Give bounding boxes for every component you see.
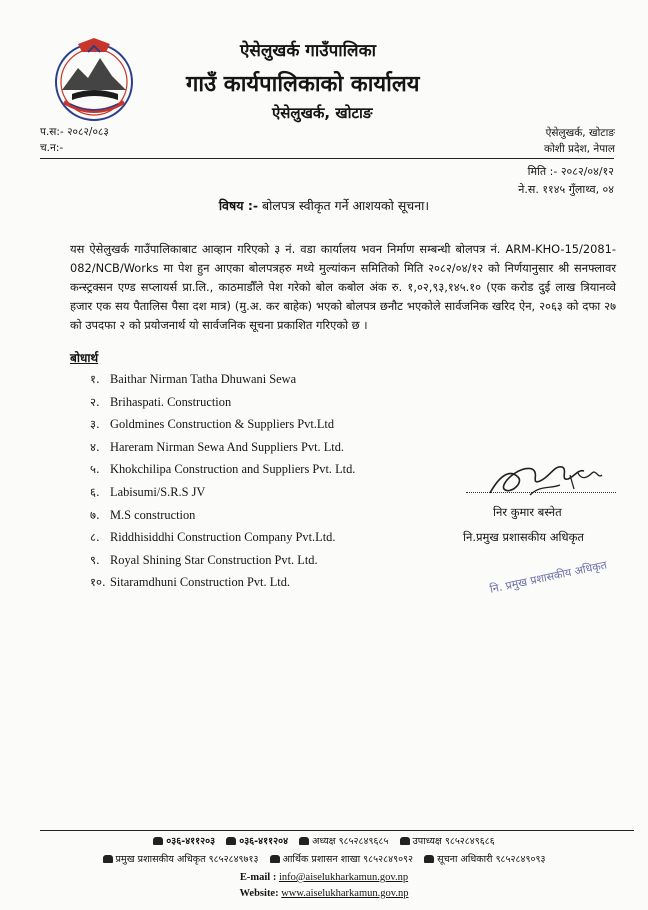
website-label: Website: [239,888,279,899]
finance-phone: आर्थिक प्रशासन शाखा ९८५२८४९०९२ [282,854,414,865]
address-line-1: ऐसेलुखर्क, खोटाङ [545,127,615,139]
recipient-list [90,372,355,598]
subject-label: विषय :- [218,198,259,213]
address-line-2: कोशी प्रदेश, नेपाल [544,143,615,155]
phone-icon [103,855,113,863]
phone-icon [153,837,163,845]
letter-date: मिति :- २०८२/०४/१२ [527,165,614,178]
list-item: ४. Hareram Nirman Sewa And Suppliers Pvt. Ltd. [90,439,345,454]
government-emblem-icon [48,32,140,124]
phone-icon [270,855,280,863]
notice-body: यस ऐसेलुखर्क गाउँपालिकाबाट आव्हान गरिएको ३ नं. वडा कार्यालय भवन निर्माण सम्बन्धी बोलपत्र नं. ARM-KHO-15/2081-082/NCB/Works मा पेश हुन आएका बोलपत्रहरु मध्ये मुल्यांकन समितिको मिति २०८२/०४/१२ को निर्णयानुसार श्री सनफ्लावर कन्स्ट्रक्सन एण्ड सप्लायर्स प्रा.लि., काठमाडौँले पेश गरेको बोल कबोल अंक रु. १,०२,९३,१४५.१० (एक करोड दुई लाख त्रियानव्वे हजार एक सय पैतालिस पैसा दश मात्र) (मु.अ. कर बाहेक) भएको बोलपत्र छनौट भएकोले सार्वजनिक खरिद ऐन, २०६३ को दफा २७ को उपदफा २ को प्रयोजनार्थ यो सार्वजनिक सूचना प्रकाशित गरिएको छ । [70,242,616,332]
nepal-sambat-date: ने.स. ११४५ गुँलाथ्व, ०४ [518,183,614,196]
office-phone-2: ०३६-४११२०४ [239,836,289,847]
footer-email-row [0,872,648,883]
subject-line [0,197,648,214]
official-stamp: नि. प्रमुख प्रशासकीय अधिकृत [488,558,608,596]
chair-phone: अध्यक्ष ९८५२८४९६८५ [312,836,389,847]
phone-icon [400,837,410,845]
subject-text: बोलपत्र स्वीकृत गर्ने आशयको सूचना। [262,198,430,213]
office-name: गाउँ कार्यपालिकाको कार्यालय [186,72,420,97]
list-item: ९. Royal Shining Star Construction Pvt. Ltd. [90,552,318,567]
list-item: १. Baithar Nirman Tatha Dhuwani Sewa [90,372,297,386]
footer-phones-row [0,834,648,847]
list-item: ७. M.S construction [90,507,196,522]
footer-divider [40,830,634,831]
letter-reference-number: प.स:- २०८२/०८३ [40,126,109,138]
info-officer-phone: सूचना अधिकारी ९८५२८४९०९३ [437,854,546,865]
list-item: ६. Labisumi/S.R.S JV [90,484,206,499]
signature-line [466,492,616,493]
list-item: २. Brihaspati. Construction [90,394,232,409]
signatory-title: नि.प्रमुख प्रशासकीय अधिकृत [463,530,584,544]
website-link[interactable]: www.aiselukharkamun.gov.np [281,888,409,899]
dispatch-number: च.न:- [40,142,64,154]
municipality-name: ऐसेलुखर्क गाउँपालिका [240,41,377,61]
footer-contacts-row [0,852,648,865]
phone-icon [299,837,309,845]
list-item: ५. Khokchilipa Construction and Suppliers Pvt. Ltd. [90,462,356,477]
list-item: ८. Riddhisiddhi Construction Company Pvt.Ltd. [90,530,336,545]
header-divider [40,158,614,159]
email-label: E-mail : [239,872,277,883]
email-link[interactable]: info@aiselukharkamun.gov.np [278,872,409,883]
phone-icon [226,837,236,845]
vice-chair-phone: उपाध्यक्ष ९८५२८४९६८६ [412,836,495,847]
list-item: ३. Goldmines Construction & Suppliers Pvt.Ltd [90,417,335,432]
office-phone-1: ०३६-४११२०३ [166,836,216,847]
list-item: १०. Sitaramdhuni Construction Pvt. Ltd. [90,575,291,590]
footer-website-row [0,888,648,899]
signatory-name: निर कुमार बस्नेत [493,505,562,519]
office-location: ऐसेलुखर्क, खोटाङ [272,104,373,122]
bodhartha-heading: बोधार्थ [70,351,99,365]
cao-phone: प्रमुख प्रशासकीय अधिकृत ९८५२८४९७१३ [115,854,259,865]
phone-icon [424,855,434,863]
